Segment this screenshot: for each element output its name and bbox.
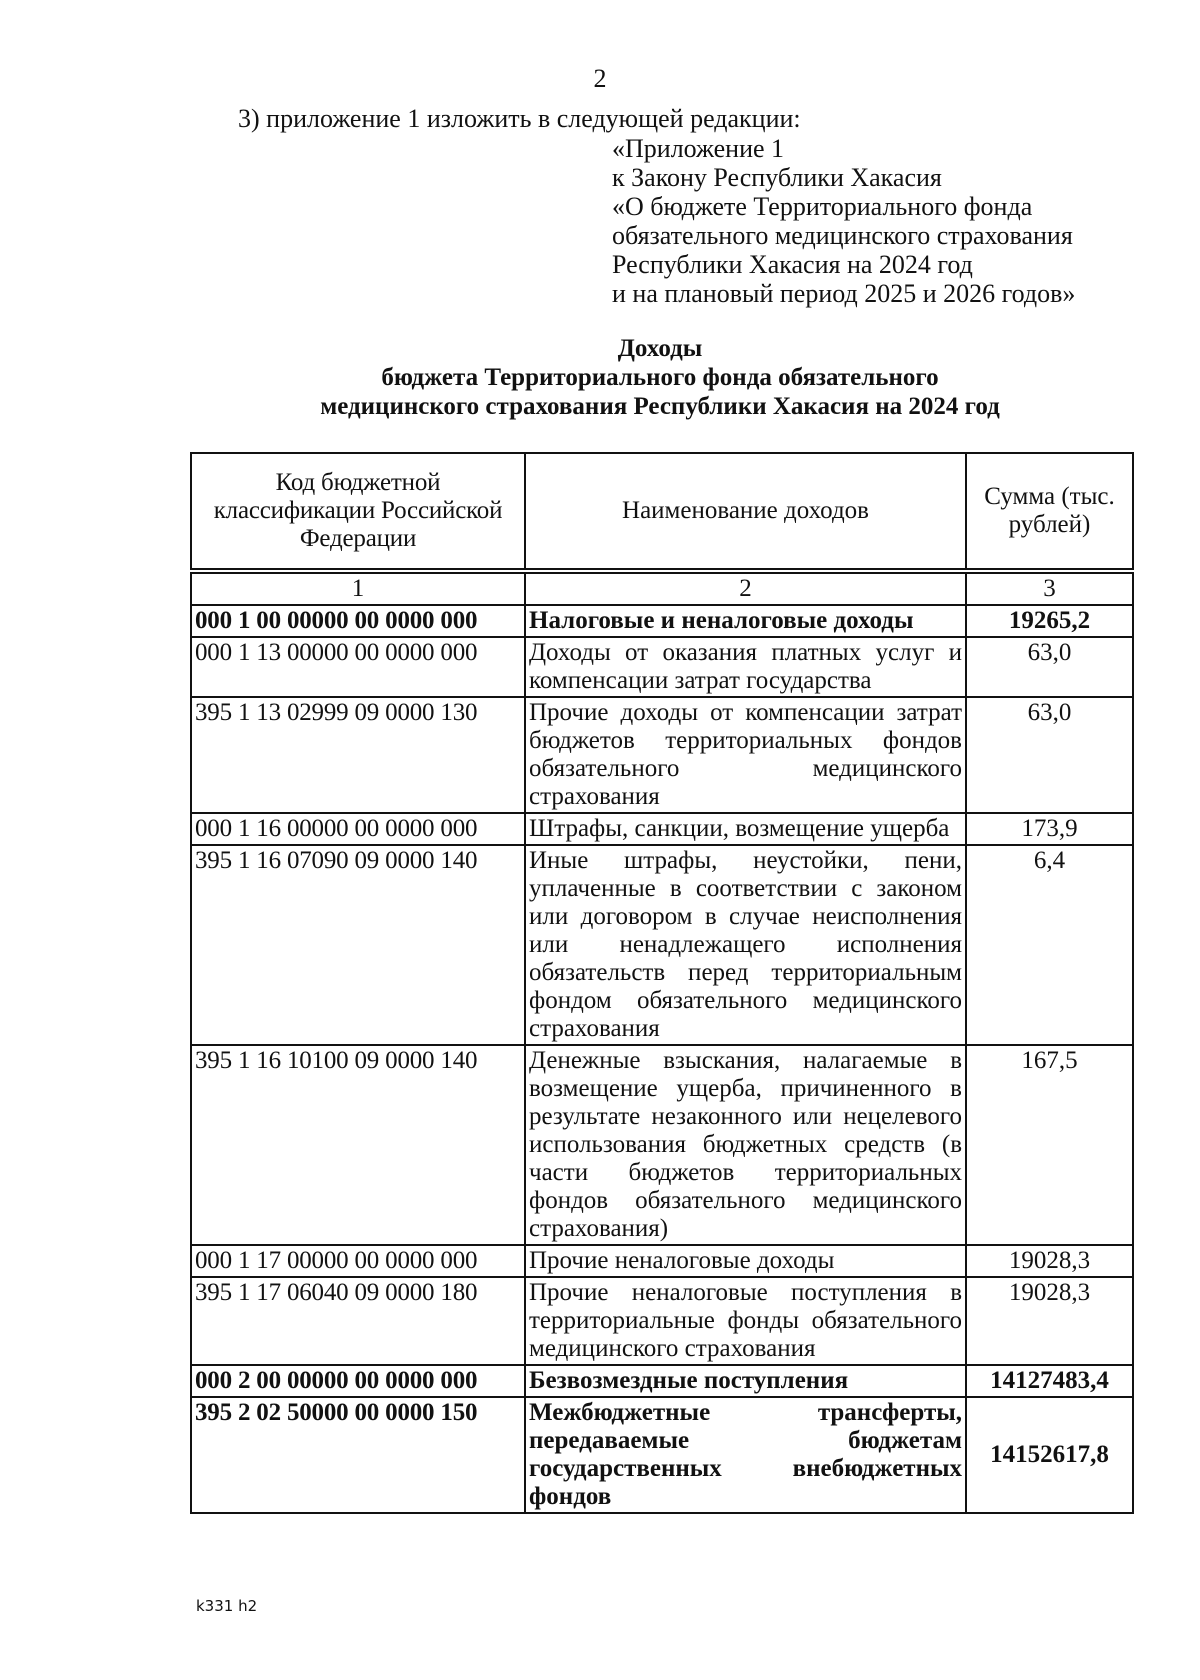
- header-code: Код бюджетной классификации Российской Федерации: [191, 453, 525, 569]
- cell-name: Прочие неналоговые доходы: [525, 1245, 966, 1277]
- col-number: 2: [525, 573, 966, 605]
- cell-name: Иные штрафы, неустойки, пени, уплаченные в соответствии с законом или договором в случае неисполнения или ненадлежащего исполнения обязательств перед территориальным фондом обязательного медицинского страхования: [525, 845, 966, 1045]
- cell-code: 000 2 00 00000 00 0000 000: [191, 1365, 525, 1397]
- page-number: 2: [593, 64, 607, 93]
- cell-sum: 63,0: [966, 637, 1133, 697]
- cell-sum: 19265,2: [966, 605, 1133, 637]
- cell-code: 395 1 16 07090 09 0000 140: [191, 845, 525, 1045]
- table-row: [191, 1245, 1133, 1277]
- table-row: [191, 1277, 1133, 1365]
- cell-code: 000 1 16 00000 00 0000 000: [191, 813, 525, 845]
- revenue-table: [190, 452, 1134, 1514]
- appendix-line: к Закону Республики Хакасия: [612, 163, 942, 192]
- cell-code: 395 2 02 50000 00 0000 150: [191, 1397, 525, 1513]
- table-row: [191, 845, 1133, 1045]
- cell-sum: 167,5: [966, 1045, 1133, 1245]
- col-number: 1: [191, 573, 525, 605]
- table-row: [191, 1397, 1133, 1513]
- cell-sum: 6,4: [966, 845, 1133, 1045]
- table-row: [191, 1045, 1133, 1245]
- appendix-line: обязательного медицинского страхования: [612, 221, 1073, 250]
- cell-sum: 173,9: [966, 813, 1133, 845]
- cell-name: Налоговые и неналоговые доходы: [525, 605, 966, 637]
- title-line: Доходы: [617, 335, 703, 362]
- header-name: Наименование доходов: [525, 453, 966, 569]
- document-title: [0, 334, 1200, 421]
- cell-sum: 19028,3: [966, 1245, 1133, 1277]
- table-row: [191, 813, 1133, 845]
- cell-code: 395 1 13 02999 09 0000 130: [191, 697, 525, 813]
- cell-name: Прочие доходы от компенсации затрат бюджетов территориальных фондов обязательного медицинского страхования: [525, 697, 966, 813]
- col-number: 3: [966, 573, 1133, 605]
- appendix-line: Республики Хакасия на 2024 год: [612, 250, 973, 279]
- cell-name: Прочие неналоговые поступления в территориальные фонды обязательного медицинского страхования: [525, 1277, 966, 1365]
- cell-code: 395 1 17 06040 09 0000 180: [191, 1277, 525, 1365]
- table-row: [191, 637, 1133, 697]
- table-header-row: [191, 453, 1133, 569]
- cell-code: 000 1 13 00000 00 0000 000: [191, 637, 525, 697]
- cell-sum: 14127483,4: [966, 1365, 1133, 1397]
- title-line: медицинского страхования Республики Хакасия на 2024 год: [320, 393, 1000, 420]
- intro-text: 3) приложение 1 изложить в следующей редакции:: [238, 104, 801, 133]
- cell-code: 000 1 00 00000 00 0000 000: [191, 605, 525, 637]
- appendix-line: и на плановый период 2025 и 2026 годов»: [612, 279, 1076, 308]
- cell-name: Доходы от оказания платных услуг и компенсации затрат государства: [525, 637, 966, 697]
- footer-code: k331 h2: [196, 1597, 258, 1615]
- cell-name: Межбюджетные трансферты, передаваемые бюджетам государственных внебюджетных фондов: [525, 1397, 966, 1513]
- table-row: [191, 1365, 1133, 1397]
- cell-code: 000 1 17 00000 00 0000 000: [191, 1245, 525, 1277]
- cell-sum: 14152617,8: [966, 1397, 1133, 1513]
- appendix-line: «Приложение 1: [612, 134, 785, 163]
- header-sum: Сумма (тыс. рублей): [966, 453, 1133, 569]
- column-number-row: [191, 573, 1133, 605]
- table-row: [191, 605, 1133, 637]
- cell-name: Денежные взыскания, налагаемые в возмещение ущерба, причиненного в результате незаконного или нецелевого использования бюджетных средств (в части бюджетов территориальных фондов обязательного медицинского страхования): [525, 1045, 966, 1245]
- cell-sum: 63,0: [966, 697, 1133, 813]
- title-line: бюджета Территориального фонда обязательного: [381, 364, 939, 391]
- cell-sum: 19028,3: [966, 1277, 1133, 1365]
- cell-name: Штрафы, санкции, возмещение ущерба: [525, 813, 966, 845]
- appendix-header: [612, 134, 1075, 308]
- cell-name: Безвозмездные поступления: [525, 1365, 966, 1397]
- cell-code: 395 1 16 10100 09 0000 140: [191, 1045, 525, 1245]
- table-row: [191, 697, 1133, 813]
- appendix-line: «О бюджете Территориального фонда: [612, 192, 1033, 221]
